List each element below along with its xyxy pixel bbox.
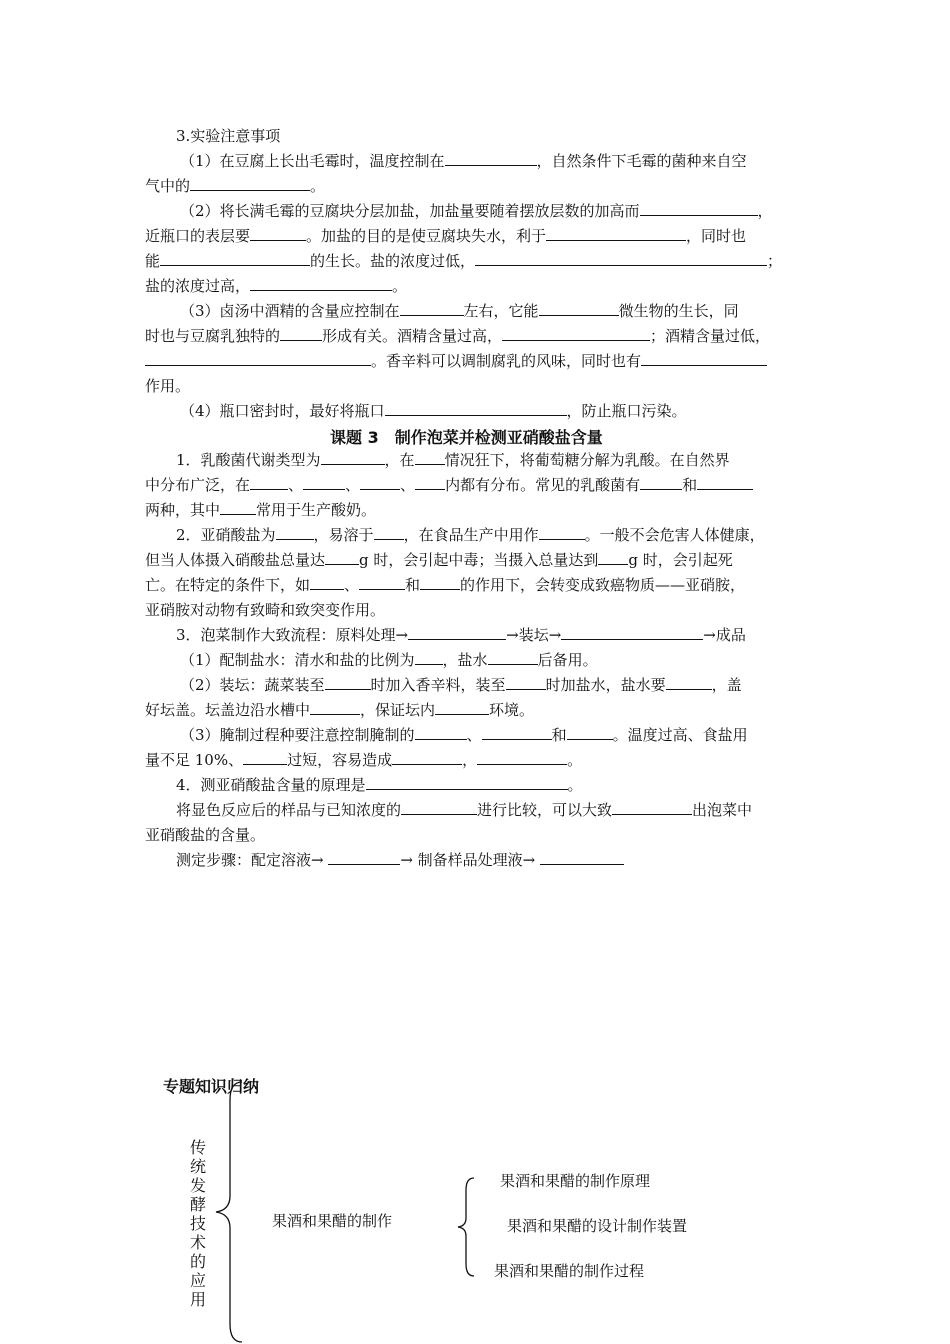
paragraph-line: （4）瓶口密封时，最好将瓶口 ，防止瓶口污染。: [180, 402, 687, 420]
answer-blank[interactable]: [415, 449, 445, 465]
answer-blank[interactable]: [506, 674, 546, 690]
answer-blank[interactable]: [190, 175, 310, 191]
answer-blank[interactable]: [540, 849, 624, 865]
paragraph-line: 盐的浓度过高， 。: [145, 277, 408, 295]
answer-blank[interactable]: [567, 724, 613, 740]
answer-blank[interactable]: [482, 724, 552, 740]
paragraph-line: 亡。在特定的条件下，如 、 和 的作用下，会转变成致癌物质——亚硝胺，: [145, 576, 746, 594]
paragraph-line: （1）配制盐水：清水和盐的比例为 ，盐水 后备用。: [180, 651, 598, 669]
answer-blank[interactable]: [415, 724, 467, 740]
answer-blank[interactable]: [488, 649, 538, 665]
answer-blank[interactable]: [640, 474, 682, 490]
answer-blank[interactable]: [392, 749, 462, 765]
paragraph-line: 测定步骤：配定溶液→ → 制备样品处理液→: [176, 848, 846, 872]
answer-blank[interactable]: [310, 574, 344, 590]
paragraph-line: （1）在豆腐上长出毛霉时，温度控制在 ，自然条件下毛霉的菌种来自空: [180, 152, 747, 170]
paragraph-line: 。香辛料可以调制腐乳的风味，同时也有: [145, 349, 815, 373]
answer-blank[interactable]: [415, 474, 445, 490]
answer-blank[interactable]: [359, 574, 405, 590]
answer-blank[interactable]: [539, 300, 619, 316]
answer-blank[interactable]: [435, 699, 489, 715]
answer-blank[interactable]: [220, 499, 256, 515]
paragraph-line: 时也与豆腐乳独特的 形成有关。酒精含量过高， ；酒精含量过低，: [145, 327, 771, 345]
answer-blank[interactable]: [276, 524, 314, 540]
paragraph-line: 将显色反应后的样品与已知浓度的 进行比较，可以大致 出泡菜中: [176, 801, 753, 819]
answer-blank[interactable]: [697, 474, 753, 490]
answer-blank[interactable]: [546, 225, 686, 241]
right-brace: [452, 1176, 480, 1278]
leaf-label: 果酒和果醋的设计制作装置: [507, 1217, 688, 1235]
answer-blank[interactable]: [328, 849, 400, 865]
answer-blank[interactable]: [475, 250, 767, 266]
paragraph-line: 好坛盖。坛盖边沿水槽中 ，保证坛内 环境。: [145, 701, 535, 719]
section-heading: 3.实验注意事项: [176, 127, 281, 145]
answer-blank[interactable]: [250, 474, 288, 490]
answer-blank[interactable]: [539, 524, 585, 540]
answer-blank[interactable]: [445, 150, 537, 166]
paragraph-line: （2）装坛：蔬菜装至 时加入香辛料，装至 时加盐水，盐水要 ，盖: [180, 676, 742, 694]
answer-blank[interactable]: [374, 524, 404, 540]
answer-blank[interactable]: [408, 624, 506, 640]
answer-blank[interactable]: [321, 449, 385, 465]
answer-blank[interactable]: [420, 574, 460, 590]
answer-blank[interactable]: [250, 225, 306, 241]
root-label: 传 统 发 酵 技 术 的 应 用: [189, 1138, 206, 1309]
paragraph-line: 1．乳酸菌代谢类型为 ，在 情况狂下，将葡萄糖分解为乳酸。在自然界: [176, 451, 730, 469]
answer-blank[interactable]: [477, 749, 567, 765]
answer-blank[interactable]: [325, 674, 371, 690]
topic-title: 课题 3 制作泡菜并检测亚硝酸盐含量: [330, 428, 603, 447]
answer-blank[interactable]: [401, 799, 477, 815]
answer-blank[interactable]: [641, 350, 767, 366]
paragraph-line: 近瓶口的表层要 。加盐的目的是使豆腐块失水，利于 ，同时也: [145, 227, 747, 245]
left-brace: [210, 1080, 250, 1344]
answer-blank[interactable]: [385, 400, 567, 416]
leaf-label: 果酒和果醋的制作过程: [494, 1262, 645, 1280]
answer-blank[interactable]: [612, 799, 692, 815]
answer-blank[interactable]: [598, 549, 628, 565]
paragraph-line: 4．测亚硝酸盐含量的原理是 。: [176, 776, 583, 794]
paragraph-line: 3．泡菜制作大致流程：原料处理→ →装坛→ →成品: [176, 626, 746, 644]
paragraph-line: 能 的生长。盐的浓度过低， ；: [145, 252, 783, 270]
answer-blank[interactable]: [325, 549, 359, 565]
answer-blank[interactable]: [502, 325, 650, 341]
paragraph-line: （3）卤汤中酒精的含量应控制在 左右，它能 微生物的生长，同: [180, 302, 739, 320]
paragraph-line: 2．亚硝酸盐为 ，易溶于 ，在食品生产中用作 。一般不会危害人体健康，: [176, 526, 765, 544]
answer-blank[interactable]: [360, 474, 400, 490]
leaf-label: 果酒和果醋的制作原理: [500, 1172, 651, 1190]
paragraph-line: 气中的 。: [145, 177, 326, 195]
paragraph-line: 量不足 10%、 过短，容易造成 ， 。: [145, 751, 583, 769]
paragraph-line: （2）将长满毛霉的豆腐块分层加盐，加盐量要随着摆放层数的加高而 ，: [180, 202, 773, 220]
answer-blank[interactable]: [310, 699, 360, 715]
branch-label: 果酒和果醋的制作: [272, 1212, 393, 1230]
answer-blank[interactable]: [160, 250, 310, 266]
answer-blank[interactable]: [250, 275, 392, 291]
paragraph-line: 亚硝胺对动物有致畸和致突变作用。: [145, 601, 386, 619]
answer-blank[interactable]: [145, 350, 371, 366]
answer-blank[interactable]: [303, 474, 345, 490]
answer-blank[interactable]: [280, 325, 322, 341]
answer-blank[interactable]: [640, 200, 758, 216]
paragraph-line: 作用。: [145, 377, 191, 395]
paragraph-line: （3）腌制过程种要注意控制腌制的 、 和 。温度过高、食盐用: [180, 726, 748, 744]
paragraph-line: 中分布广泛，在 、 、 、 内都有分布。常见的乳酸菌有 和: [145, 473, 815, 497]
paragraph-line: 但当人体摄入硝酸盐总量达 g 时，会引起中毒；当摄入总量达到 g 时，会引起死: [145, 551, 733, 569]
answer-blank[interactable]: [666, 674, 712, 690]
answer-blank[interactable]: [561, 624, 703, 640]
answer-blank[interactable]: [415, 649, 443, 665]
summary-title: 专题知识归纳: [163, 1077, 260, 1096]
paragraph-line: 亚硝酸盐的含量。: [145, 826, 266, 844]
answer-blank[interactable]: [366, 774, 568, 790]
answer-blank[interactable]: [400, 300, 464, 316]
answer-blank[interactable]: [243, 749, 287, 765]
paragraph-line: 两种，其中 常用于生产酸奶。: [145, 501, 377, 519]
